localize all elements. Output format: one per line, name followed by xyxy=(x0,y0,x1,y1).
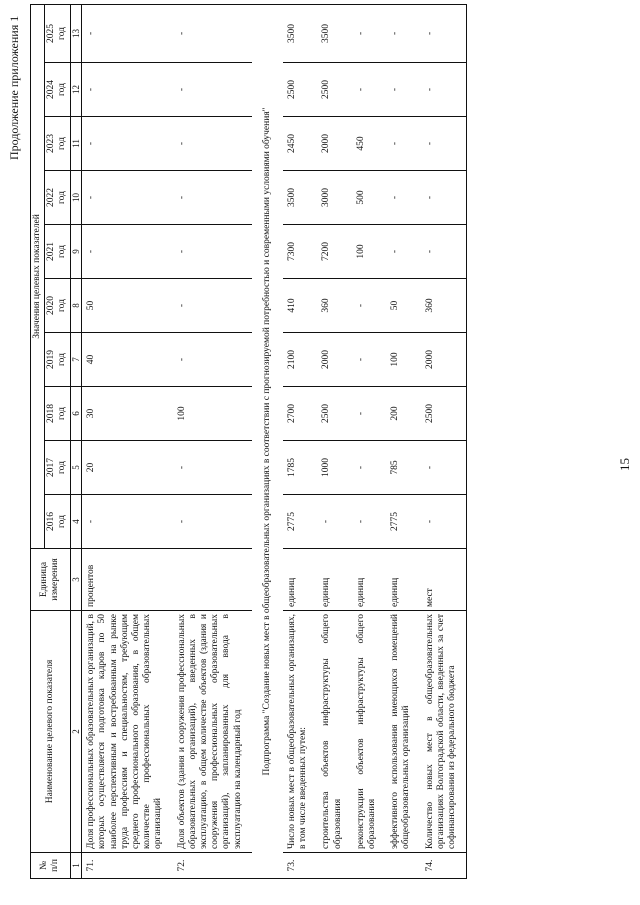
value-cell: - xyxy=(173,63,252,117)
value-cell: 2775 xyxy=(283,495,317,549)
value-cell: 100 xyxy=(386,333,420,387)
value-cell: - xyxy=(82,225,173,279)
value-cell: 50 xyxy=(82,279,173,333)
indicator-name: Доля объектов (здания и сооружения профессиональных образовательных организаций), введенных в эксплуатацию, в общем количестве объектов (здания и сооружения профессиональных образовательных организаций), запланированных для ввода в эксплуатацию на календарный год xyxy=(173,611,252,853)
value-cell: 360 xyxy=(421,279,467,333)
value-cell: 3500 xyxy=(283,171,317,225)
value-cell: 2500 xyxy=(317,63,351,117)
values-group-header: Значения целевых показателей xyxy=(31,4,45,548)
column-index-cell: 4 xyxy=(70,495,82,549)
value-cell: - xyxy=(352,4,386,62)
subprogram-title: Подпрограмма "Создание новых мест в общеобразовательных организациях в соответствии с прогнозируемой потребностью и современными условиями обучения" xyxy=(252,4,283,878)
subprogram-row xyxy=(252,4,283,878)
indicator-name: Количество новых мест в общеобразовательных организациях Волгоградской области, введенных за счет софинансирования из федерального бюджета xyxy=(421,611,467,853)
row-number xyxy=(352,853,386,879)
value-cell: 50 xyxy=(386,279,420,333)
targets-table xyxy=(30,4,467,879)
unit-cell: единиц xyxy=(386,549,420,611)
year-header-8: 2024 год xyxy=(45,63,70,117)
value-cell: 2775 xyxy=(386,495,420,549)
value-cell: - xyxy=(421,171,467,225)
value-cell: - xyxy=(352,63,386,117)
column-index-cell: 7 xyxy=(70,333,82,387)
value-cell: - xyxy=(173,4,252,62)
value-cell: - xyxy=(352,387,386,441)
value-cell: 2000 xyxy=(421,333,467,387)
value-cell: - xyxy=(173,225,252,279)
value-cell: 2100 xyxy=(283,333,317,387)
indicator-name: Доля профессиональных образовательных организаций, в которых осуществляется подготовка кадров по 50 наиболее перспективным и востребованным на рынке труда профессиям и специальностям, требующим среднего профессионального образования, в общем количестве профессиональных образовательных организаций xyxy=(82,611,173,853)
table-row xyxy=(317,4,351,878)
value-cell: - xyxy=(82,171,173,225)
value-cell: 1785 xyxy=(283,441,317,495)
col-no-header: № п/п xyxy=(31,853,71,879)
value-cell: - xyxy=(421,4,467,62)
value-cell: 2000 xyxy=(317,333,351,387)
table-row xyxy=(386,4,420,878)
indicator-name: Число новых мест в общеобразовательных организациях, в том числе введенных путем: xyxy=(283,611,317,853)
value-cell: - xyxy=(421,63,467,117)
value-cell: - xyxy=(386,117,420,171)
column-index-cell: 5 xyxy=(70,441,82,495)
value-cell: 30 xyxy=(82,387,173,441)
year-header-3: 2019 год xyxy=(45,333,70,387)
table-row xyxy=(283,4,317,878)
table-row xyxy=(173,4,252,878)
indicator-name: реконструкции объектов инфраструктуры общего образования xyxy=(352,611,386,853)
continuation-title: Продолжение приложения 1 xyxy=(7,15,21,160)
value-cell: 3000 xyxy=(317,171,351,225)
column-index-cell: 3 xyxy=(70,549,82,611)
value-cell: 2450 xyxy=(283,117,317,171)
value-cell: 7200 xyxy=(317,225,351,279)
value-cell: 450 xyxy=(352,117,386,171)
value-cell: 40 xyxy=(82,333,173,387)
row-number xyxy=(317,853,351,879)
table-row xyxy=(82,4,173,878)
year-header-2: 2018 год xyxy=(45,387,70,441)
row-number: 73. xyxy=(283,853,317,879)
value-cell: - xyxy=(386,4,420,62)
value-cell: 20 xyxy=(82,441,173,495)
value-cell: - xyxy=(421,117,467,171)
value-cell: - xyxy=(317,495,351,549)
row-number: 72. xyxy=(173,853,252,879)
unit-cell: процентов xyxy=(82,549,173,611)
year-header-5: 2021 год xyxy=(45,225,70,279)
value-cell: 100 xyxy=(352,225,386,279)
year-header-9: 2025 год xyxy=(45,4,70,62)
column-index-cell: 8 xyxy=(70,279,82,333)
value-cell: - xyxy=(421,495,467,549)
value-cell: 2700 xyxy=(283,387,317,441)
column-index-cell: 2 xyxy=(70,611,82,853)
value-cell: - xyxy=(82,117,173,171)
value-cell: 3500 xyxy=(317,4,351,62)
value-cell: 410 xyxy=(283,279,317,333)
column-index-cell: 6 xyxy=(70,387,82,441)
value-cell: - xyxy=(82,4,173,62)
page-number: 15 xyxy=(617,458,632,471)
value-cell: 1000 xyxy=(317,441,351,495)
unit-cell: единиц xyxy=(317,549,351,611)
value-cell: - xyxy=(352,441,386,495)
value-cell: - xyxy=(173,117,252,171)
value-cell: 2500 xyxy=(421,387,467,441)
unit-cell: единиц xyxy=(283,549,317,611)
value-cell: 100 xyxy=(173,387,252,441)
year-header-1: 2017 год xyxy=(45,441,70,495)
indicator-name: эффективного использования имеющихся помещений общеобразовательных организаций xyxy=(386,611,420,853)
value-cell: - xyxy=(386,171,420,225)
unit-cell: мест xyxy=(421,549,467,611)
value-cell: 7300 xyxy=(283,225,317,279)
year-header-4: 2020 год xyxy=(45,279,70,333)
value-cell: - xyxy=(352,333,386,387)
value-cell: - xyxy=(421,441,467,495)
value-cell: - xyxy=(386,63,420,117)
value-cell: 3500 xyxy=(283,4,317,62)
year-header-6: 2022 год xyxy=(45,171,70,225)
indicator-name: строительства объектов инфраструктуры общего образования xyxy=(317,611,351,853)
value-cell: 360 xyxy=(317,279,351,333)
value-cell: - xyxy=(386,225,420,279)
col-name-header: Наименование целевого показателя xyxy=(31,611,71,853)
value-cell: 785 xyxy=(386,441,420,495)
column-index-cell: 13 xyxy=(70,4,82,62)
col-unit-header: Единица измерения xyxy=(31,549,71,611)
value-cell: 200 xyxy=(386,387,420,441)
value-cell: 500 xyxy=(352,171,386,225)
value-cell: - xyxy=(352,495,386,549)
value-cell: - xyxy=(173,279,252,333)
value-cell: - xyxy=(173,333,252,387)
column-index-cell: 9 xyxy=(70,225,82,279)
value-cell: 2500 xyxy=(317,387,351,441)
unit-cell xyxy=(173,549,252,611)
year-header-7: 2023 год xyxy=(45,117,70,171)
column-index-row xyxy=(70,4,82,878)
column-index-cell: 11 xyxy=(70,117,82,171)
value-cell: - xyxy=(421,225,467,279)
year-header-0: 2016 год xyxy=(45,495,70,549)
value-cell: - xyxy=(82,495,173,549)
value-cell: - xyxy=(82,63,173,117)
table-row xyxy=(421,4,467,878)
value-cell: - xyxy=(173,441,252,495)
value-cell: 2000 xyxy=(317,117,351,171)
column-index-cell: 12 xyxy=(70,63,82,117)
column-index-cell: 1 xyxy=(70,853,82,879)
row-number: 71. xyxy=(82,853,173,879)
unit-cell: единиц xyxy=(352,549,386,611)
value-cell: - xyxy=(173,495,252,549)
value-cell: - xyxy=(352,279,386,333)
row-number xyxy=(386,853,420,879)
column-index-cell: 10 xyxy=(70,171,82,225)
table-row xyxy=(352,4,386,878)
header-row-1 xyxy=(31,4,45,878)
row-number: 74. xyxy=(421,853,467,879)
value-cell: 2500 xyxy=(283,63,317,117)
value-cell: - xyxy=(173,171,252,225)
